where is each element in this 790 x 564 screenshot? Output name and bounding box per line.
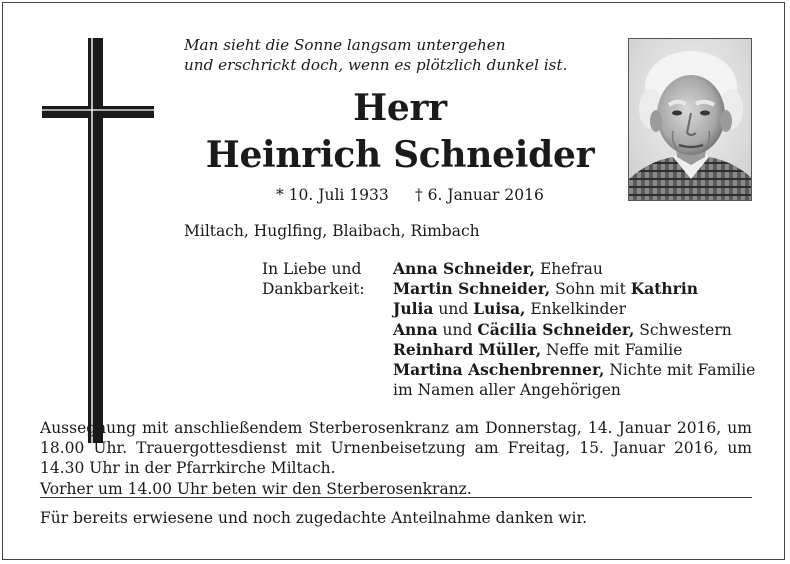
mourner-name: Reinhard Müller,	[393, 339, 542, 359]
intro-line-1: In Liebe und	[262, 260, 362, 278]
mourner-line	[393, 380, 763, 400]
divider	[40, 497, 752, 498]
notice-rosary: Vorher um 14.00 Uhr beten wir den Sterberosenkranz.	[40, 479, 472, 498]
birth-date: * 10. Juli 1933	[276, 186, 389, 204]
cross-icon	[42, 38, 154, 443]
mourner-relation: Schwestern	[634, 320, 732, 339]
mourner-line	[393, 340, 763, 360]
portrait-photo	[628, 38, 752, 201]
deceased-name: Heinrich Schneider	[205, 134, 595, 176]
mourner-name: Martina Aschenbrenner,	[393, 360, 605, 380]
mourner-relation: Nichte mit Familie	[604, 361, 756, 380]
motto-line-1: Man sieht die Sonne langsam untergehen	[184, 36, 506, 54]
mourner-relation: im Namen aller Angehörigen	[393, 381, 621, 400]
mourner-name: Kathrin	[630, 279, 699, 299]
mourner-line	[393, 320, 763, 340]
mourner-name: Anna	[393, 319, 438, 339]
mourner-name: Luisa,	[473, 299, 526, 319]
funeral-notice	[40, 418, 752, 499]
mourner-name: Martin Schneider,	[393, 279, 551, 299]
mourner-relation: Enkelkinder	[525, 300, 627, 319]
mourner-line	[393, 360, 763, 380]
death-date: † 6. Januar 2016	[415, 186, 544, 204]
mourner-relation: und	[433, 300, 474, 319]
mourner-relation: Ehefrau	[535, 260, 603, 278]
mourner-name: Anna Schneider,	[393, 259, 536, 278]
places: Miltach, Huglfing, Blaibach, Rimbach	[184, 222, 480, 240]
mourner-name: Cäcilia Schneider,	[477, 319, 635, 339]
thanks-line: Für bereits erwiesene und noch zugedachte Anteilnahme danken wir.	[40, 509, 588, 527]
mourner-relation: und	[437, 320, 478, 339]
portrait-illustration	[629, 39, 752, 201]
intro-line-2: Dankbarkeit:	[262, 280, 365, 298]
motto-line-2: und erschrickt doch, wenn es plötzlich dunkel ist.	[184, 56, 568, 74]
salutation: Herr	[353, 87, 447, 129]
mourner-line	[393, 299, 763, 319]
notice-paragraph: Aussegnung mit anschließendem Sterberosenkranz am Donnerstag, 14. Januar 2016, um 18.00 Uhr. Trauergottesdienst mit Urnenbeisetzung am Freitag, 15. Januar 2016, um 14.30 Uhr in der Pfarrkirche Miltach.	[40, 419, 752, 478]
mourner-relation: Neffe mit Familie	[541, 340, 683, 359]
motto	[184, 35, 604, 75]
mourner-line	[393, 259, 763, 279]
mourners-intro	[262, 259, 365, 299]
mourner-name: Julia	[393, 299, 434, 319]
mourner-relation: Sohn mit	[550, 280, 631, 299]
mourners-list	[393, 259, 763, 400]
mourner-line	[393, 279, 763, 299]
